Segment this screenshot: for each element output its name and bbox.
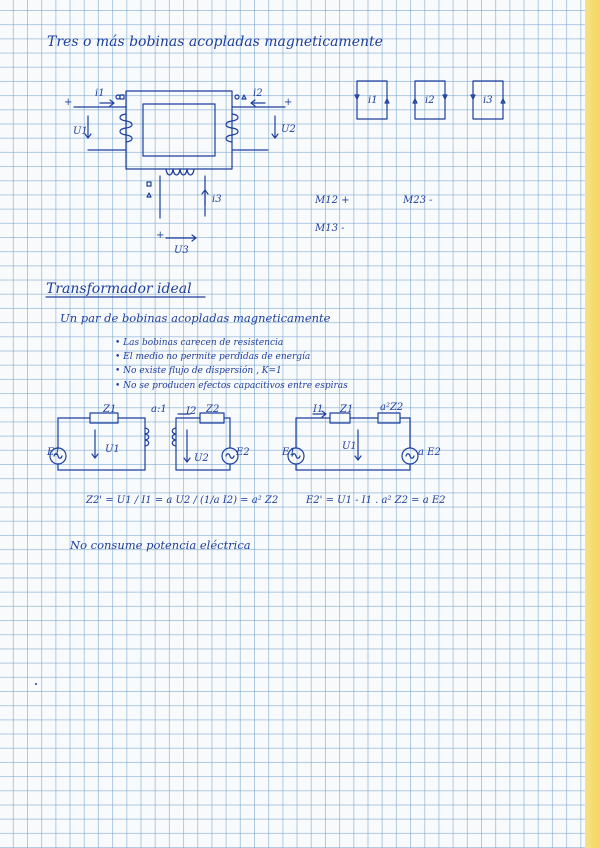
label-i1: i1 (95, 88, 105, 99)
label-u1-transformer: U1 (105, 444, 120, 455)
stray-dot (35, 683, 37, 685)
heading-coupled-coils: Tres o más bobinas acopladas magneticamente (47, 34, 383, 50)
triangle-mark-3 (147, 193, 151, 197)
mini-coil-2 (415, 81, 445, 119)
label-e2: E2 (236, 447, 250, 458)
square-mark-3 (147, 182, 151, 186)
core-outer (126, 91, 232, 169)
core-inner (143, 104, 215, 156)
plus-u1: + (64, 97, 73, 108)
mutual-m23: M23 - (403, 195, 433, 206)
equiv-label-e1: E1 (282, 447, 296, 458)
label-u1: U1 (73, 126, 88, 137)
mini-coil-label-2: i2 (425, 95, 435, 106)
eq-a2z2-box (378, 413, 400, 423)
plus-u2: + (284, 97, 293, 108)
equiv-label-z1: Z1 (340, 404, 354, 415)
bullet-1: • Las bobinas carecen de resistencia (115, 338, 284, 348)
mutual-m12: M12 + (315, 195, 350, 206)
bullet-4: • No se producen efectos capacitivos entre espiras (115, 381, 348, 391)
tx-z2-box (200, 413, 224, 423)
equiv-label-i1: I1 (313, 404, 324, 415)
label-i3: i3 (212, 194, 222, 205)
label-u2: U2 (281, 124, 296, 135)
equation-e2-prime: E2' = U1 - I1 . a² Z2 = a E2 (306, 495, 446, 506)
subheading-pair-of-coils: Un par de bobinas acopladas magneticamente (60, 311, 331, 325)
tx-source-e2-wave (226, 454, 234, 459)
bullet-2: • El medio no permite perdidas de energía (115, 352, 311, 362)
label-z2: Z2 (206, 404, 220, 415)
mini-coil-3 (473, 81, 503, 119)
eq-source-e1-wave (292, 454, 300, 459)
equiv-label-ae2: a E2 (418, 447, 441, 458)
closing-note: No consume potencia eléctrica (70, 538, 251, 552)
label-i2: i2 (253, 88, 263, 99)
label-e1: E1 (47, 447, 61, 458)
label-u2-transformer: U2 (194, 453, 209, 464)
equiv-label-u1: U1 (342, 441, 357, 452)
equiv-label-a2z2: a²Z2 (380, 402, 404, 413)
label-ratio: a:1 (151, 404, 167, 415)
mini-coil-label-3: i3 (483, 95, 493, 106)
equation-z2-prime: Z2' = U1 / I1 = a U2 / (1/a I2) = a² Z2 (86, 495, 279, 506)
square-mark-1 (120, 95, 124, 99)
mini-coil-1 (357, 81, 387, 119)
heading-ideal-transformer: Transformador ideal (46, 281, 192, 297)
triangle-mark-2 (242, 95, 246, 99)
plus-u3: + (156, 230, 165, 241)
bottom-coil (166, 169, 194, 175)
label-u3: U3 (174, 245, 189, 256)
label-i2-left: I2 (186, 406, 197, 417)
eq-z1-box (330, 413, 350, 423)
eq-source-ae2-wave (406, 454, 414, 459)
mini-coil-label-1: i1 (368, 95, 378, 106)
label-z1: Z1 (103, 404, 117, 415)
tx-z1-box (90, 413, 118, 423)
mutual-m13: M13 - (315, 223, 345, 234)
bullet-3: • No existe flujo de dispersión , K=1 (115, 366, 282, 376)
dot-mark-2 (235, 95, 239, 99)
tx-source-e1-wave (54, 454, 62, 459)
